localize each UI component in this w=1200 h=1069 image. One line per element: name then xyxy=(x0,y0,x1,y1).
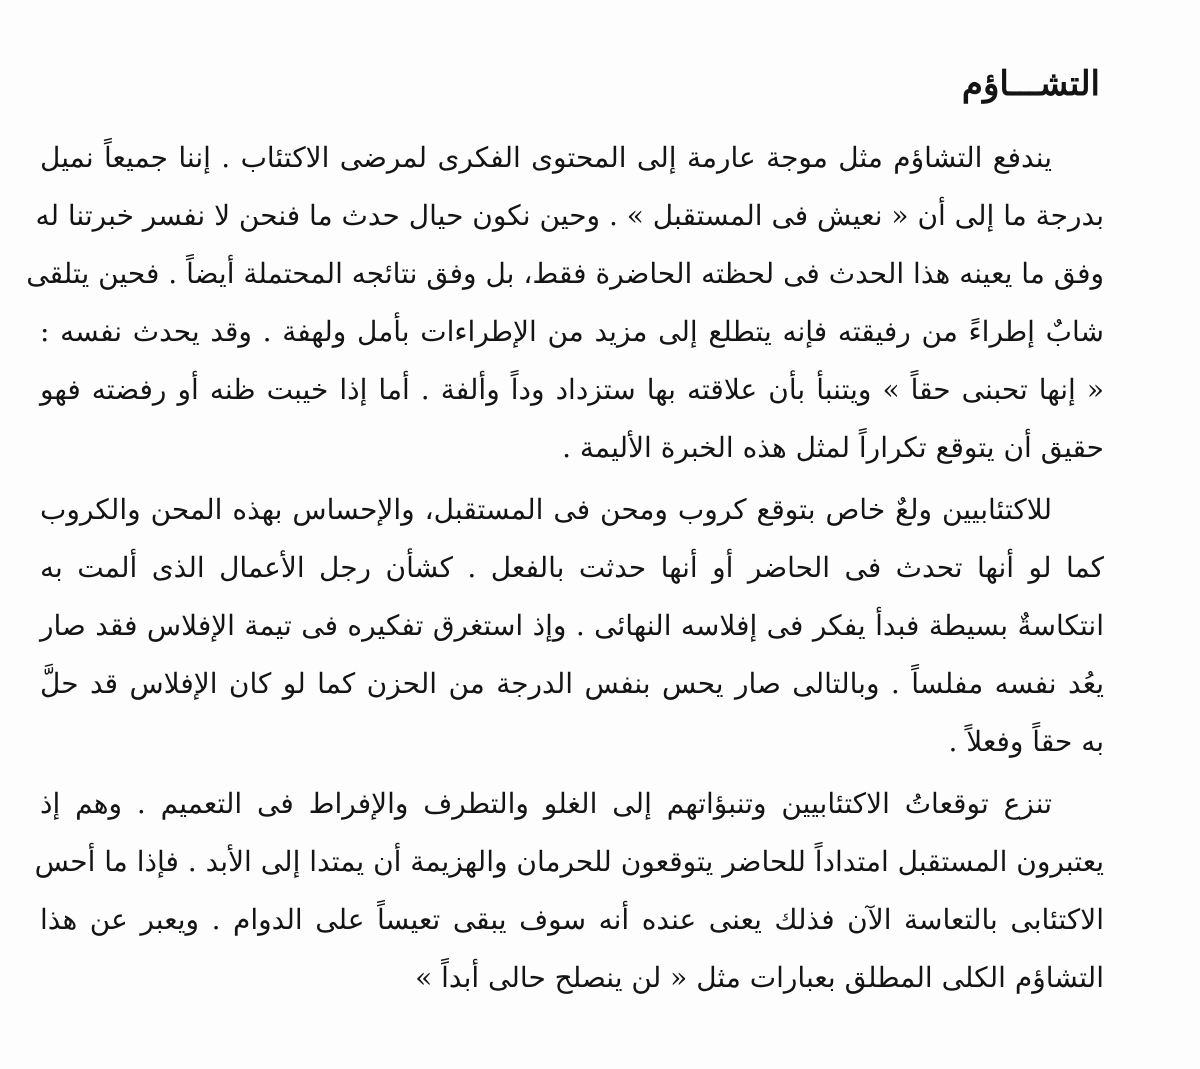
text-line: حقيق أن يتوقع تكراراً لمثل هذه الخبرة الأليمة . xyxy=(562,431,1104,464)
text-line: تنزع توقعاتُ الاكتئابيين وتنبؤاتهم إلى الغلو والتطرف والإفراط فى التعميم . وهم إذ xyxy=(40,787,1052,820)
text-line: كما لو أنها تحدث فى الحاضر أو أنها حدثت بالفعل . كشأن رجل الأعمال الذى ألمت به xyxy=(40,551,1104,584)
text-line: يعتبرون المستقبل امتداداً للحاضر يتوقعون للحرمان والهزيمة أن يمتدا إلى الأبد . فإذا ما أحس xyxy=(34,845,1104,878)
section-heading: التشـــاؤم xyxy=(961,64,1100,104)
paragraph-1 xyxy=(26,129,1104,477)
text-line: التشاؤم الكلى المطلق بعبارات مثل « لن ينصلح حالى أبداً » xyxy=(415,961,1104,994)
text-line: به حقاً وفعلاً . xyxy=(948,725,1104,758)
paragraph-2 xyxy=(40,481,1104,771)
text-line: بدرجة ما إلى أن « نعيش فى المستقبل » . وحين نكون حيال حدث ما فنحن لا نفسر خبرتنا له xyxy=(35,199,1104,232)
text-line: « إنها تحبنى حقاً » ويتنبأ بأن علاقته بها ستزداد وداً وألفة . أما إذا خيبت ظنه أو رفضته فهو xyxy=(40,373,1104,406)
text-line: يعُد نفسه مفلساً . وبالتالى صار يحس بنفس الدرجة من الحزن كما لو كان الإفلاس قد حلَّ xyxy=(40,667,1104,700)
paragraph-3 xyxy=(34,775,1104,1007)
text-line: وفق ما يعينه هذا الحدث فى لحظته الحاضرة فقط، بل وفق نتائجه المحتملة أيضاً . فحين يتلقى xyxy=(26,257,1104,290)
text-line: يندفع التشاؤم مثل موجة عارمة إلى المحتوى الفكرى لمرضى الاكتئاب . إننا جميعاً نميل xyxy=(40,141,1052,174)
text-line: شابٌ إطراءً من رفيقته فإنه يتطلع إلى مزيد من الإطراءات بأمل ولهفة . وقد يحدث نفسه : xyxy=(40,315,1104,348)
text-line: الاكتئابى بالتعاسة الآن فذلك يعنى عنده أنه سوف يبقى تعيساً على الدوام . ويعبر عن هذا xyxy=(40,903,1104,936)
text-line: للاكتئابيين ولعٌ خاص بتوقع كروب ومحن فى المستقبل، والإحساس بهذه المحن والكروب xyxy=(40,493,1052,526)
text-line: انتكاسةٌ بسيطة فبدأ يفكر فى إفلاسه النهائى . وإذ استغرق تفكيره فى تيمة الإفلاس فقد صار xyxy=(40,609,1104,642)
